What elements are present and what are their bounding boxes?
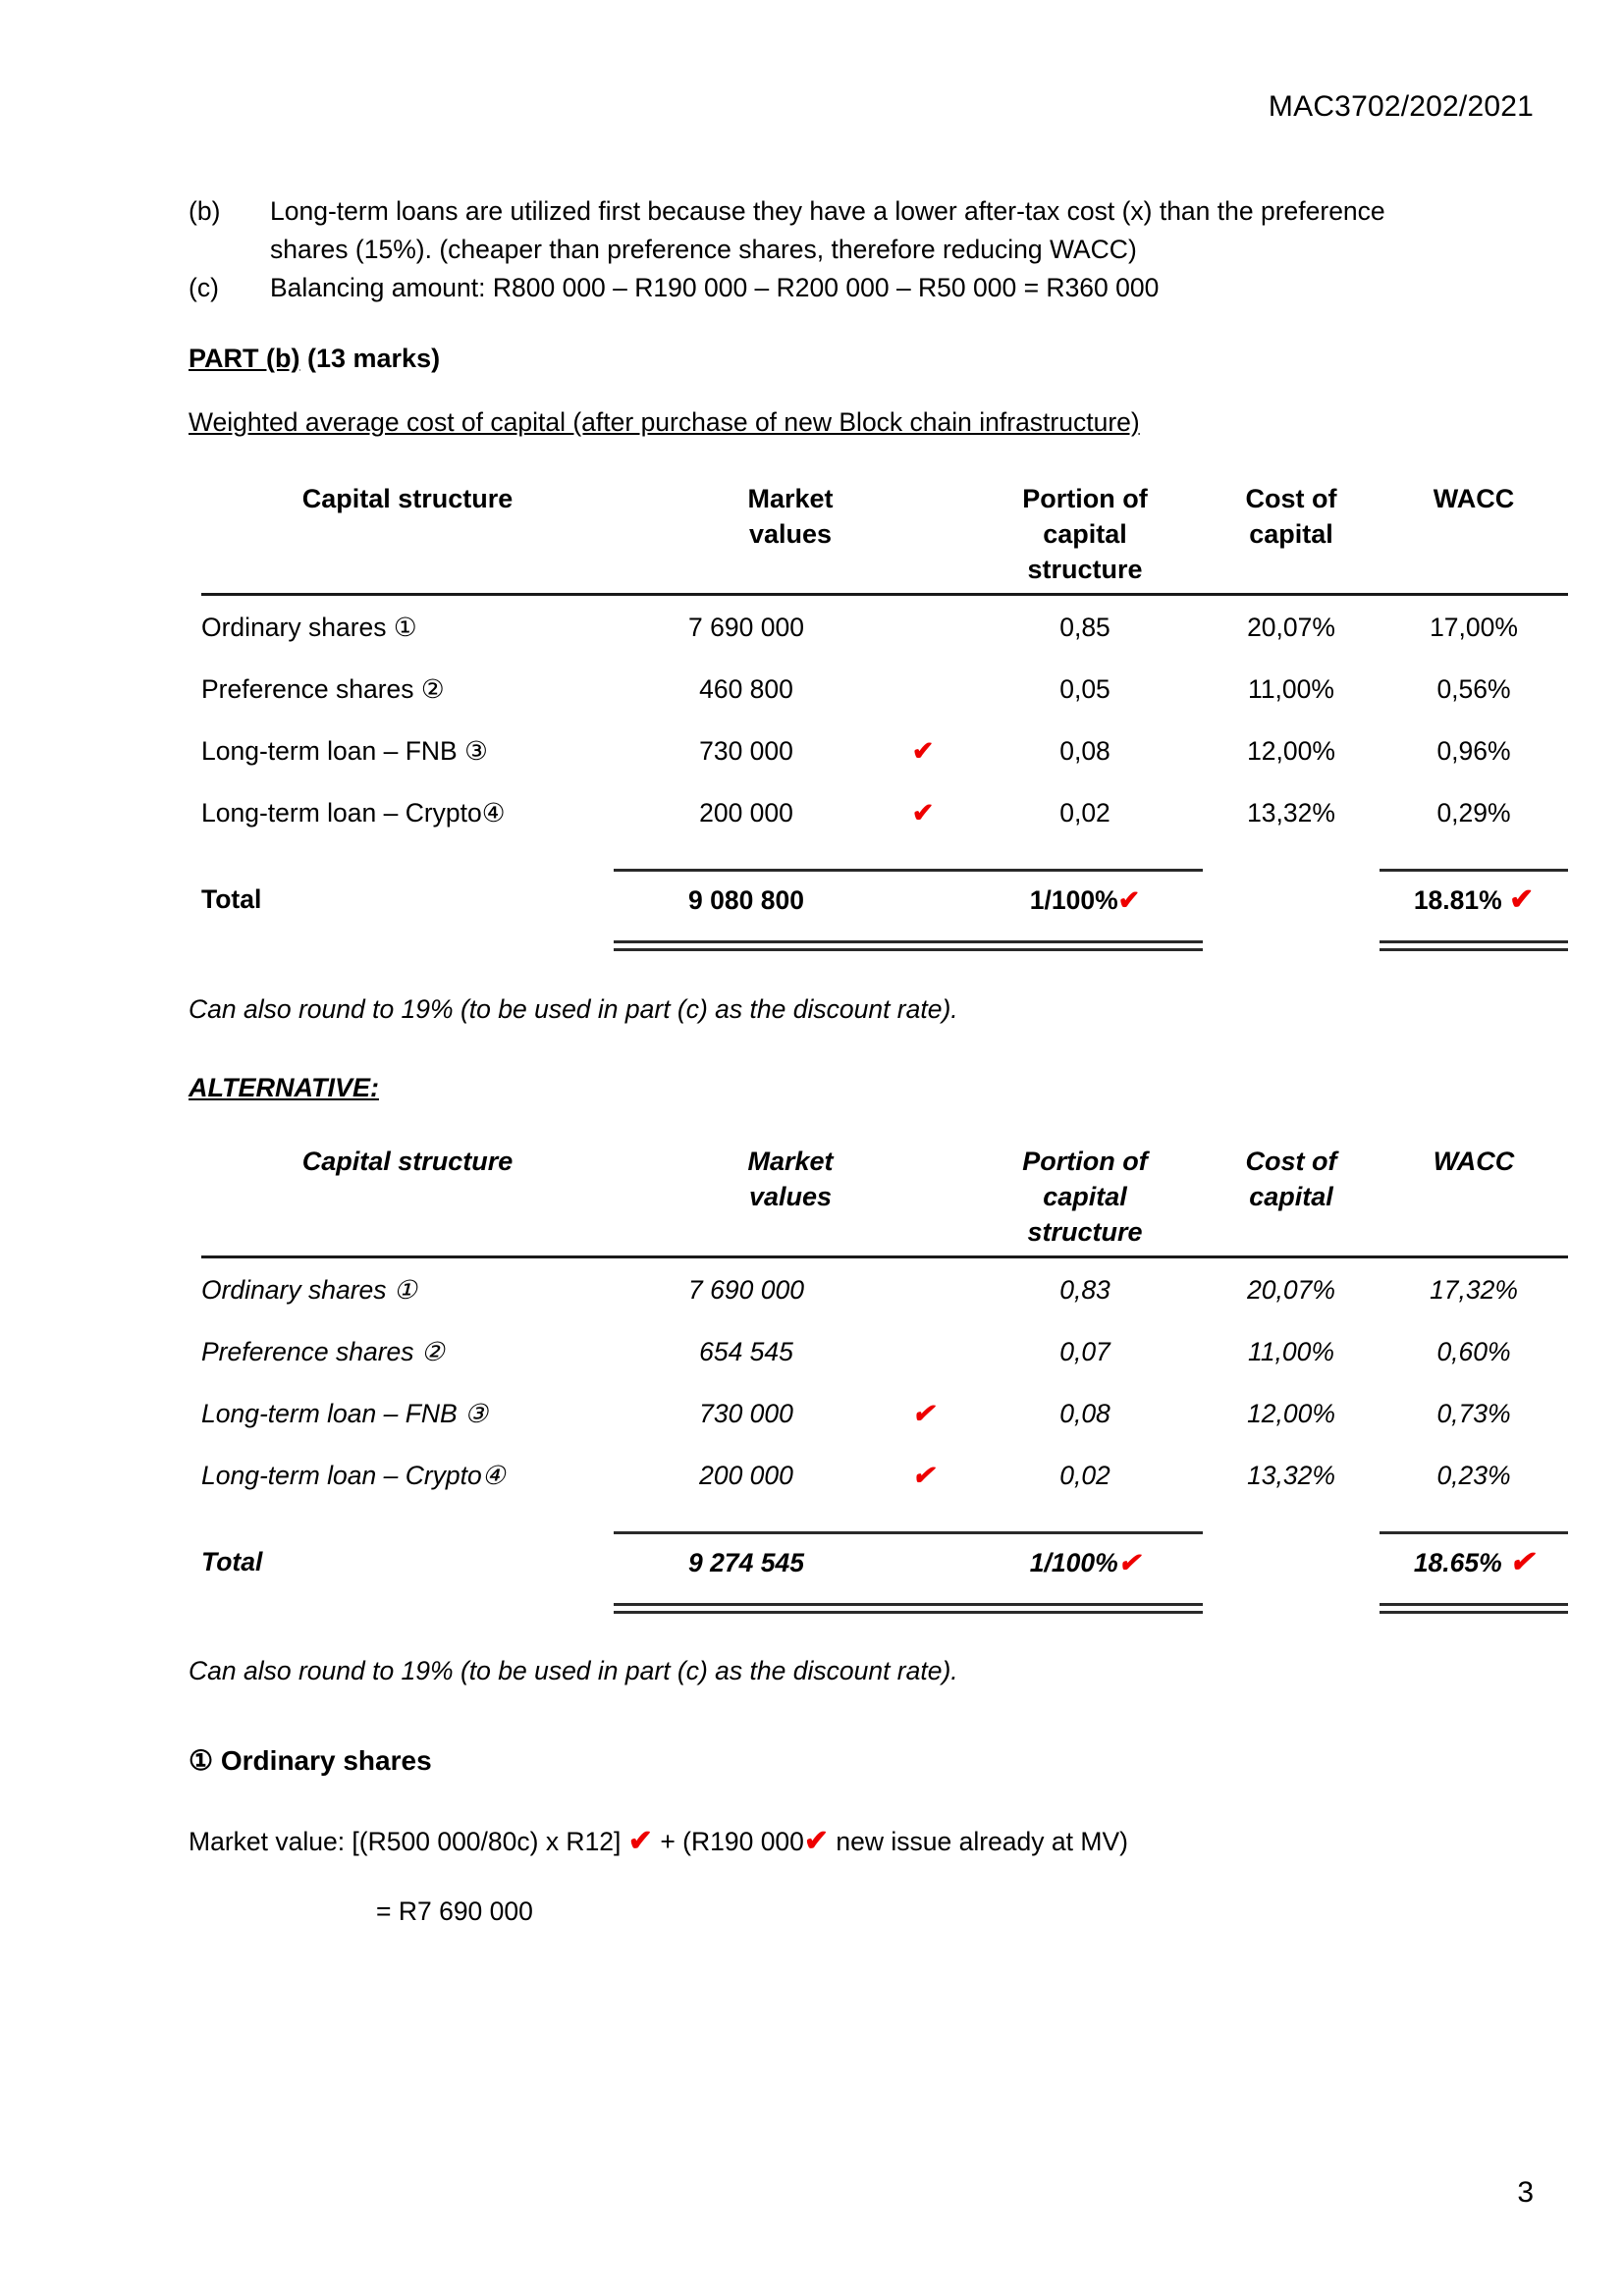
column-header-market-values-line1: Market: [747, 1147, 834, 1176]
cell-market-value: 730 000: [699, 735, 793, 766]
column-header-market-values: [614, 481, 967, 593]
cell-cost: 13,32%: [1247, 797, 1335, 828]
column-header-portion: [967, 481, 1203, 593]
check-mark-icon: ✔: [911, 1460, 935, 1490]
round-note-2: Can also round to 19% (to be used in part (c) as the discount rate).: [189, 1656, 958, 1685]
column-header-cost-line1: Cost of: [1245, 484, 1337, 513]
row-label: Ordinary shares ①: [201, 1274, 417, 1305]
table-total-rule-top: [201, 929, 1568, 942]
round-note-1: Can also round to 19% (to be used in part (c) as the discount rate).: [189, 994, 958, 1024]
cell-wacc: 17,32%: [1430, 1274, 1518, 1305]
note-c-label: (c): [189, 273, 219, 302]
alternative-heading: ALTERNATIVE:: [189, 1073, 379, 1102]
row-label: Long-term loan – Crypto④: [201, 797, 506, 828]
note-c-text: Balancing amount: R800 000 – R190 000 – R200 000 – R50 000 = R360 000: [270, 273, 1160, 302]
cell-cost: 11,00%: [1248, 1336, 1334, 1366]
column-header-cost-line2: capital: [1249, 519, 1333, 549]
check-mark-icon: ✔: [1117, 885, 1141, 915]
cell-market-value: 200 000: [699, 1460, 793, 1490]
column-header-portion-line1: Portion of: [1022, 1147, 1148, 1176]
row-label: Long-term loan – FNB ③: [201, 735, 488, 766]
table-total-rule-top: [201, 1591, 1568, 1605]
ordinary-shares-heading: ① Ordinary shares: [189, 1745, 432, 1776]
cell-portion: 0,85: [1059, 612, 1110, 642]
column-header-market-values-line2: values: [748, 1182, 833, 1211]
table-row: [201, 720, 1568, 781]
cell-wacc: 0,73%: [1436, 1398, 1511, 1428]
cell-wacc: 0,60%: [1436, 1336, 1511, 1366]
check-mark-icon: ✔: [1117, 1548, 1141, 1577]
cell-wacc: 0,23%: [1436, 1460, 1511, 1490]
column-header-cost-line1: Cost of: [1245, 1147, 1337, 1176]
total-portion: [967, 871, 1203, 930]
part-b-heading-marks: (13 marks): [307, 344, 441, 373]
total-market-value: 9 080 800: [688, 885, 804, 915]
cell-cost: 12,00%: [1247, 1398, 1335, 1428]
total-wacc: [1380, 871, 1568, 930]
cell-wacc: 0,29%: [1436, 797, 1511, 828]
total-portion: [967, 1533, 1203, 1592]
wacc-table-alternative: [201, 1144, 1568, 1614]
note-b-text: Long-term loans are utilized first because they have a lower after-tax cost (x) than the preference shares (15%). (cheaper than preference shares, therefore reducing WACC): [270, 196, 1385, 264]
check-mark-icon: ✔: [911, 1398, 935, 1428]
cell-market-value: 7 690 000: [688, 1274, 804, 1305]
cell-portion: 0,83: [1059, 1274, 1110, 1305]
table-row: [201, 658, 1568, 720]
calc-part-2: + (R190 000: [660, 1827, 804, 1856]
table-total-rule-bottom: [201, 942, 1568, 950]
table-row: [201, 1382, 1568, 1444]
column-header-wacc: WACC: [1433, 1147, 1515, 1176]
column-header-wacc: WACC: [1433, 484, 1515, 513]
total-label: Total: [201, 1547, 263, 1577]
row-label: Long-term loan – Crypto④: [201, 1460, 506, 1490]
total-cost: [1203, 1533, 1380, 1592]
cell-cost: 20,07%: [1247, 612, 1335, 642]
cell-portion: 0,02: [1059, 1460, 1110, 1490]
table-row: [201, 1320, 1568, 1382]
page-number: 3: [1517, 2176, 1534, 2209]
cell-portion: 0,07: [1059, 1336, 1110, 1366]
calc-part-1: Market value: [(R500 000/80c) x R12]: [189, 1827, 622, 1856]
table-row: [201, 781, 1568, 843]
column-header-cost-of-capital: [1203, 1144, 1380, 1255]
part-b-heading-underlined: PART (b): [189, 344, 300, 373]
table-subtotal-rule: [201, 1506, 1568, 1533]
cell-wacc: 17,00%: [1430, 612, 1518, 642]
check-mark-icon: ✔: [911, 797, 935, 828]
document-reference-header: MAC3702/202/2021: [1268, 90, 1534, 123]
column-header-portion: [967, 1144, 1203, 1255]
row-label: Preference shares ②: [201, 1336, 445, 1366]
table-subtotal-rule: [201, 843, 1568, 871]
note-b-label: (b): [189, 196, 221, 226]
total-wacc-value: 18.81%: [1413, 885, 1502, 915]
cell-cost: 12,00%: [1247, 735, 1335, 766]
calc-part-3: new issue already at MV): [836, 1827, 1128, 1856]
cell-cost: 11,00%: [1248, 673, 1334, 704]
ordinary-shares-calculation: [189, 1824, 1128, 1858]
column-header-market-values: [614, 1144, 967, 1255]
check-mark-icon: ✔: [1509, 883, 1535, 916]
table-header-row: [201, 1144, 1568, 1255]
check-mark-icon: ✔: [1509, 1546, 1535, 1578]
cell-market-value: 7 690 000: [688, 612, 804, 642]
cell-portion: 0,08: [1059, 1398, 1110, 1428]
cell-market-value: 200 000: [699, 797, 793, 828]
check-mark-icon: ✔: [911, 735, 935, 766]
total-wacc-value: 18.65%: [1413, 1548, 1502, 1577]
column-header-cost-of-capital: [1203, 481, 1380, 593]
total-label: Total: [201, 884, 262, 915]
wacc-table-main: [201, 481, 1568, 951]
cell-wacc: 0,96%: [1436, 735, 1511, 766]
total-market-value: 9 274 545: [688, 1548, 804, 1577]
column-header-portion-line3: structure: [1027, 1217, 1143, 1247]
cell-market-value: 654 545: [699, 1336, 793, 1366]
total-cost: [1203, 871, 1380, 930]
table-total-row: [201, 1533, 1568, 1592]
table-total-row: [201, 871, 1568, 930]
column-header-market-values-line1: Market: [747, 484, 834, 513]
cell-portion: 0,08: [1059, 735, 1110, 766]
table-row: [201, 1257, 1568, 1321]
column-header-market-values-line2: values: [748, 519, 833, 549]
ordinary-shares-result: = R7 690 000: [376, 1896, 533, 1926]
cell-portion: 0,05: [1059, 673, 1110, 704]
cell-cost: 20,07%: [1247, 1274, 1335, 1305]
cell-wacc: 0,56%: [1436, 673, 1511, 704]
table-row: [201, 1444, 1568, 1506]
row-label: Ordinary shares ①: [201, 612, 417, 642]
column-header-cost-line2: capital: [1249, 1182, 1333, 1211]
column-header-portion-line2: capital: [1043, 519, 1127, 549]
total-portion-value: 1/100%: [1029, 1548, 1118, 1577]
cell-cost: 13,32%: [1247, 1460, 1335, 1490]
column-header-portion-line1: Portion of: [1022, 484, 1148, 513]
check-mark-icon: ✔: [803, 1825, 830, 1857]
part-b-heading: [189, 344, 440, 374]
cell-portion: 0,02: [1059, 797, 1110, 828]
column-header-portion-line3: structure: [1027, 555, 1143, 584]
check-mark-icon: ✔: [627, 1825, 653, 1857]
column-header-portion-line2: capital: [1043, 1182, 1127, 1211]
table-row: [201, 595, 1568, 659]
total-wacc: [1380, 1533, 1568, 1592]
cell-market-value: 460 800: [699, 673, 793, 704]
wacc-subtitle: Weighted average cost of capital (after purchase of new Block chain infrastructure): [189, 407, 1140, 437]
table-total-rule-bottom: [201, 1605, 1568, 1613]
table-header-row: [201, 481, 1568, 593]
column-header-capital-structure: Capital structure: [301, 484, 514, 513]
row-label: Long-term loan – FNB ③: [201, 1398, 488, 1428]
total-portion-value: 1/100%: [1029, 885, 1118, 915]
row-label: Preference shares ②: [201, 673, 445, 704]
column-header-capital-structure: Capital structure: [301, 1147, 514, 1176]
cell-market-value: 730 000: [699, 1398, 793, 1428]
